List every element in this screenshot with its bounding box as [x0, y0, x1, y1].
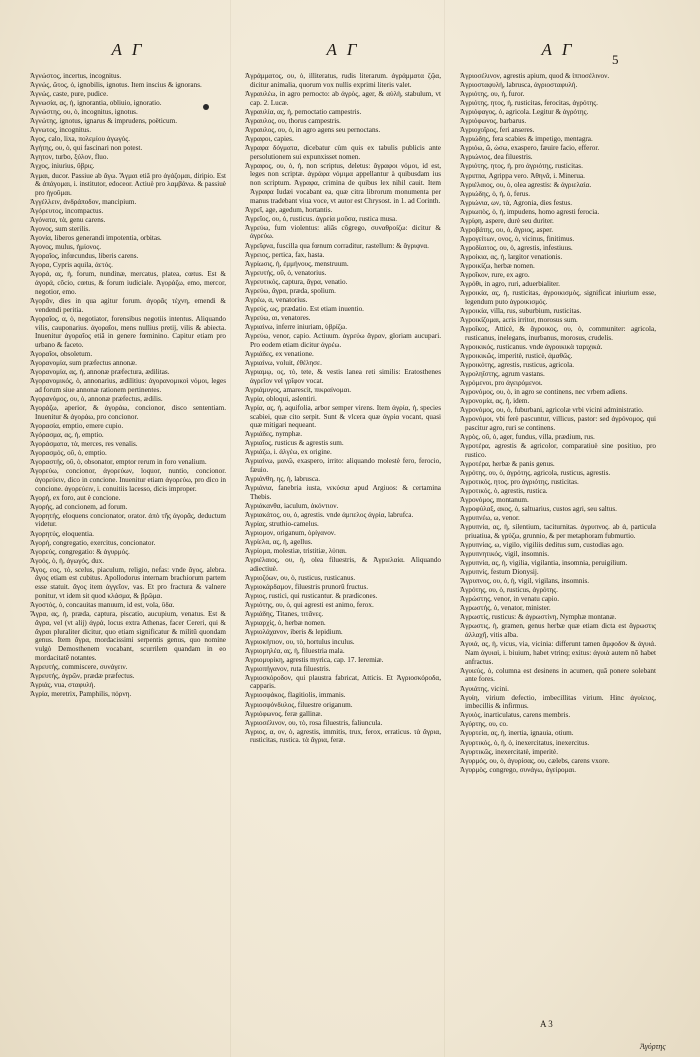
dictionary-entry: Ἀγριοσταφυλή, labrusca, ἀγριοσταφυλή.	[460, 81, 578, 90]
dictionary-entry: Ἀγρογείτων, ονος, ὁ, vicinus, finitimus.	[460, 234, 575, 243]
dictionary-entry: Ἀγυιά, ας, ἡ, vicus, via, vicinia: differunt tamen ἄμφοδον & ἀγυιά. Nam ἀγυιαὶ, i. biuium, habet vtrinq; exitus: ἀγυιὰ autem nō habet anfractus.	[460, 640, 656, 666]
dictionary-entry: Ἀγριαίνω, μανῶ, exaspero, irrito: aliquando molestè fero, ferocio, fæuio.	[245, 457, 441, 475]
dictionary-entry: Ἀγνώστης, ου, ὁ, incognitus, ignotus.	[30, 108, 138, 117]
dictionary-entry: Ἄγρα, ας, ἡ, præda, captura, piscatio, aucupium, venatus. Est & ἄγρα, vel (vt alij) ἀγρά, locus extra Athenas, facer Cereri, qui & ἄγραι pluraliter dicitur, quo etiam significatur & militū quondam genus. Item ἄγρα, mordacissimi serpentis genus, quo nomine vulgò Demosthenem vocabant, scurrilem quandam in eo mordacitatē notantes.	[30, 610, 226, 662]
dictionary-entry: Ἀγραφα δόγματα, dicebatur cùm quis ex tabulis publicis ante persolutionem sui expunxisset nomen.	[245, 143, 441, 161]
dictionary-entry: Ἀγροτέρα, agrestis & agricolor, comparatiuè sine positiuo, pro rustico.	[460, 442, 656, 459]
dictionary-entry: Ἀγοστός, ὁ, concauitas manuum, id est, vola, ὕδα.	[30, 601, 175, 610]
dictionary-entry: Ἀγυρτικῶς, inexercitatè, imperitè.	[460, 747, 558, 756]
dictionary-entry: Ἀγρότης, ου, ὁ, rusticus, ἀγρότης.	[460, 586, 558, 595]
dictionary-entry: Ἀγρία, obloqui, aslentiri.	[245, 394, 317, 403]
dictionary-entry: Ἀγροτέρα, herbæ & panis genus.	[460, 459, 555, 468]
dictionary-entry: Ἀγορής, ad concionem, ad forum.	[30, 502, 128, 511]
dictionary-entry: Ἀγρὸς, οῦ, ὁ, ager, fundus, villa, prædium, rus.	[460, 432, 595, 441]
dictionary-entry: Ἀγοραῖος, infœcundus, liberis carens.	[30, 252, 139, 261]
dictionary-entry: Ἀγροίκια, ας, ἡ, largitor venationis.	[460, 252, 563, 261]
dictionary-entry: Ἀγριολάχανον, iberis & lepidium.	[245, 628, 343, 637]
dictionary-entry: Ἀγριόφωνος, feræ gallinæ.	[245, 709, 323, 718]
dictionary-entry: Ἀγριομυρίκη, agrestis myrica, cap. 17. Ieremiæ.	[245, 655, 384, 664]
dictionary-column-right	[460, 72, 656, 775]
dictionary-entry: Ἀγριάνθη, ης, ἡ, labrusca.	[245, 475, 320, 484]
dictionary-entry: Ἀγριοσκόροδον, qui plaustra fabricat, Atticis. Et Ἀγριοσκόροδα, capparis.	[245, 673, 441, 691]
signature-mark: A 3	[540, 1019, 553, 1029]
dictionary-entry: Ἀγρονόμος, montanum.	[460, 496, 529, 505]
page-number: 5	[612, 52, 619, 67]
dictionary-entry: Ἀγόρασμα, ας, ἡ, emptio.	[30, 430, 104, 439]
dictionary-entry: Ἀγρονόμος, ου, ὁ, in agro se continens, nec vrbem adiens.	[460, 388, 628, 397]
dictionary-entry: Ἀγορασμός, οῦ, ὁ, emptio.	[30, 449, 107, 457]
dictionary-entry: Ἀγρυπνίς, festum Dionysij.	[460, 568, 539, 577]
dictionary-entry: Ἀγριωπὸς, ὁ, ἡ, impudens, homo agresti ferocia.	[460, 207, 600, 216]
dictionary-entry: Ἀγρία, ας, ἡ, aquifolia, arbor semper virens. Item ἀγρία, ἡ, species scabiei, quæ cito serpit. Sunt & vlcera quæ ἀγρία vocant, quasi quæ mitigari nequeant.	[245, 403, 441, 430]
dictionary-entry: Ἀγριόφωνος, barbarus.	[460, 117, 527, 126]
dictionary-entry: Ἀγριάνια, fanebria iusta, νεκύσια apud Argiuos: & certamina Thebis.	[245, 484, 441, 502]
dictionary-entry: Ἀγριομον, origanum, ὀρίγανον.	[245, 529, 336, 538]
dictionary-entry: Ἀγροικίζω, herbæ nomen.	[460, 261, 535, 270]
dictionary-entry: Ἀγορα, Cypris aquila, ἀετός.	[30, 261, 113, 270]
dictionary-entry: Ἀγρεῖφνα, fuscilla qua fœnum corraditur, rastellum: & ἄγριφνα.	[245, 241, 429, 250]
dictionary-entry: Ἀγοός, ὁ, ἡ, ἀγωγός, dux.	[30, 556, 104, 565]
dictionary-entry: Ἀγράμματος, ου, ὁ, illiteratus, rudis literarum. ἀγράμματα ζῷα, dicitur animalia, quorum vox nullis exprimi literis valet.	[245, 72, 441, 89]
dictionary-entry: Ἀγροφύλαξ, ακος, ὁ, saltuarius, custos agri, seu saltus.	[460, 505, 617, 514]
catchword: Ἀγύρτης	[640, 1042, 666, 1051]
dictionary-entry: Ἀγοραστής, οῦ, ὁ, obsonator, emptor rerum in foro venalium.	[30, 458, 207, 467]
dictionary-entry: Ἀγνώτης, ignotus, ignarus & imprudens, poëticum.	[30, 117, 178, 126]
dictionary-entry: Ἀγριοσφάκος, flagitiolis, immanis.	[245, 691, 346, 700]
dictionary-entry: Ἀγροληΐστης, agrum vastans.	[460, 369, 545, 378]
dictionary-entry: Ἀγονία, liberos generandi impotentia, orbitas.	[30, 234, 162, 243]
dictionary-entry: Ἀγριοχοῖρος, feri anseres.	[460, 126, 535, 135]
dictionary-entry: Ἀγρότης, ου, ὁ, ἀγρότης, agricola, rusticus, agrestis.	[460, 468, 611, 477]
dictionary-entry: Ἀγριόφαγος, ὁ, agricola. Legitur & ἀγρότης.	[460, 108, 589, 117]
dictionary-entry: Ἀγριάδης, Titanes, τιτᾶνες.	[245, 610, 324, 619]
dictionary-entry: Ἀγριάζω, i. ἀλγέω, ex origine.	[245, 448, 332, 457]
dictionary-entry: Ἀγρεύω, αι, venatores.	[245, 313, 311, 322]
column-divider	[230, 0, 231, 1057]
dictionary-entry: Ἀγνώς, ῶτος, ὁ, ignobilis, ignotus. Item inscius & ignorans.	[30, 81, 202, 90]
dictionary-entry: Ἀγροτικός, ητος, pro ἀγριότης, rusticitas.	[460, 477, 579, 486]
dictionary-entry: Ἀγριοσέλινον, agrestis apium, quod & ἱπποσέλινον.	[460, 72, 610, 80]
dictionary-entry: Ἀγραυλέω, in agro pernocto: ab ἀγρὸς, ager, & αὐλὴ, stabulum, vt cap. 2. Lucæ.	[245, 89, 441, 107]
dictionary-entry: Ἀγριοκήπιον, ου, τὸ, hortulus inculus.	[245, 637, 355, 646]
dictionary-entry: Ἀγριώνια, ων, τὰ, Agronia, dies festus.	[460, 198, 573, 207]
dictionary-entry: Ἀγριακάτος, ου, ὁ, agrestis. vnde ἀμπελος ἀγρία, labrufca.	[245, 511, 414, 520]
dictionary-entry: Ἀγριοκάρδαμον, filuestris prunorū fructus.	[245, 583, 369, 592]
dictionary-entry: Ἀγρυπνίας, ω, vigilo, vigiliis deditus sum, custodias ago.	[460, 540, 624, 549]
dictionary-entry: Ἀγροῖκος, Atticè, & ἄγροικος, ου, ὁ, communiter: agricola, rusticanus, inelegans, inurbanus, morosus, crudelis.	[460, 325, 656, 342]
dictionary-entry: Ἄγρυπνος, ου, ὁ, ἡ, vigil, vigilans, insomnis.	[460, 577, 590, 586]
dictionary-entry: Ἀγρειος, pertica, fax, hasta.	[245, 250, 325, 259]
dictionary-entry: Ἀγοραῖος, α, ὁ, negotiator, forensibus negotiis intentus. Aliquando vilis, cauponarius. ἀγοραῖοι, mens nullius pretij, vilis & abiecta. Inuenitur ἀγοραῖος etiã in genere fœminino. Capitur etiam pro urbano & faceto.	[30, 314, 226, 350]
dictionary-entry: Ἀγριώδης, ὁ, ἡ, ὁ, ferus.	[460, 189, 531, 198]
dictionary-entry: Ἀγορή, congregatio, exercitus, concionator.	[30, 538, 156, 547]
column-header-right: Α Γ	[541, 40, 575, 59]
dictionary-entry: Ἀγροικικῶς, imperitè, rusticè, ἀμαθῶς.	[460, 351, 573, 360]
dictionary-entry: Ἀγρωστις, ἡ, gramen, genus herbæ quæ etiam dicta est ἄγρωστις ἀλλαχῆ, vitis alba.	[460, 622, 656, 640]
dictionary-entry: Ἀγρευτής, commiscere, συνάγειν.	[30, 662, 128, 671]
dictionary-entry: Ἀγριομηλέα, ας, ἡ, filuestria mala.	[245, 646, 345, 655]
column-header-middle: Α Γ	[326, 40, 360, 59]
dictionary-entry: Ἀγρωστής, ὁ, venator, minister.	[460, 604, 551, 613]
dictionary-entry: Ἀγυρτεία, ας, ἡ, inertia, ignauia, otium.	[460, 729, 574, 738]
dictionary-entry: Ἀγρέω, α, venatorius.	[245, 295, 308, 304]
dictionary-entry: Ἀγροικότης, agrestis, rusticus, agricola.	[460, 360, 575, 369]
dictionary-entry: Ἀγροτικός, ὁ, agrestis, rustica.	[460, 486, 548, 495]
dictionary-entry: Ἀγρευτής, ἀγρῶν, prædæ præfectus.	[30, 671, 135, 680]
dictionary-entry: Ἀγρεύω, ἄγρα, præda, spolium.	[245, 286, 336, 295]
dictionary-entry: Ἀγονος, sum sterilis.	[30, 225, 90, 234]
dictionary-entry: Ἀγρονόμοι, vbi ferè pascuntur, villicus, pastor: sed ἀγρόνομος, qui pascitur agro, ruri se continens.	[460, 415, 656, 432]
dictionary-entry: Ἀγριέλαιος, ου, ὁ, olea agrestis: & ἀγριελαία.	[460, 180, 592, 189]
dictionary-entry: Ἀγορᾶν, dies in qua agitur forum. ἀγορᾶς τέχνη, emendi & vendendi peritia.	[30, 296, 226, 314]
dictionary-entry: Ἀγρόθι, in agro, ruri, aduerbialiter.	[460, 280, 560, 289]
dictionary-entry: Ἀγμαι, ducor. Passiue ab ἄγω. Ἄγμαι etiã pro ἀγάζομαι, diripio. Est & ἀπάγομαι, i. institutor, edoceor. Actiuè pro λαμβάνω. & passiuè pro ἡγοῦμαι.	[30, 171, 226, 198]
dictionary-entry: Ἀγητον, turbo, ξύλον, fluo.	[30, 153, 109, 162]
dictionary-entry: Ἁγνώς, caste, pure, pudice.	[30, 90, 109, 99]
dictionary-entry: Ἀγυιὸς, inarticulatus, carens membris.	[460, 711, 571, 720]
dictionary-entry: Ἀγριότης, ου, ἡ, furor.	[460, 90, 525, 99]
dictionary-entry: Ἀγριαίνω, voluit, ἐθέλησε.	[245, 358, 322, 367]
dictionary-entry: Ἀγριαμῳ, ος, τὸ, tete, & vestis lanea reti similis: Eratosthenes ἀγρεῖον vel γρῖφον vocat.	[245, 367, 441, 385]
dictionary-entry: Ἀγνωτος, incognitus.	[30, 126, 92, 135]
dictionary-entry: Ἀγρόμενοι, pro ἀγειρόμενοι.	[460, 379, 543, 387]
dictionary-entry: Ἀγροβάτης, ου, ὁ, ἄγριος, asper.	[460, 225, 554, 234]
dictionary-entry: Ἀγριάδες, ex venatione.	[245, 349, 314, 358]
dictionary-entry: Ἀγραυλία, ας, ἡ, pernoctatio campestris.	[245, 107, 362, 116]
dictionary-entry: Ἀγροικία, villa, rus, suburbium, rusticitas.	[460, 306, 582, 315]
dictionary-entry: Ἀγονος, mulus, ἡμίονος.	[30, 243, 102, 252]
dictionary-entry: Ἀγρίελα, ας, ἡ, agellus.	[245, 538, 313, 547]
dictionary-entry: Ἀγορεύω, concionor, ἀγορεύων, loquor, nuntio, concionor. ἀγορεύειν, dico in concione. Inuenitur etiam ἀγορεύω, pro dico in concione. ἀγορεύειν, i. conuitiis lacesso, dicis improper.	[30, 467, 226, 493]
dictionary-entry: Ἀγρυπνέω, ω, venor.	[460, 514, 520, 523]
dictionary-entry: Ἀγορανομία, sum præfectus annonæ.	[30, 359, 137, 368]
dictionary-entry: Ἀγρίας, struthio-camelus.	[245, 520, 319, 529]
dictionary-entry: Ἀγορητής, eloquens concionator, orator. ἀπὸ τῆς ἀγορᾶς, deductum videtur.	[30, 511, 226, 529]
dictionary-entry: Ἀγορεύς, congregatio: & ἀγυρμός.	[30, 547, 130, 556]
dictionary-entry: Ἀγραυλος, ου, ὁ, in agro agens seu pernoctans.	[245, 125, 381, 134]
dictionary-entry: Ἀγραυλος, ου, thorus campestris.	[245, 116, 341, 125]
dictionary-entry: Ἀγνωσία, ας, ἡ, ignorantia, obliuio, ignoratio.	[30, 99, 162, 108]
dictionary-entry: Ἀγριότης, ητος, ἡ, pro ἀγριότης, rusticitas.	[460, 162, 583, 171]
dictionary-entry: Ἄγος, εος, τὸ, scelus, piaculum, religio, nefas: vnde ἄγος, alebra. ἄγος etiam est cubitus. Apollodorus internam brachiorum partem esse statuit. ἄγος item ἀγγεῖον, vas. Et pro fractura & valnere ponitur, vt idem sit quod κλάσμα, & βρῶμα.	[30, 565, 226, 600]
dictionary-entry: Ἀγριος, rustici, qui rusticantur. & prædicones.	[245, 592, 378, 601]
dictionary-entry: Ἀγορανόμος, ου, ὁ, annonæ præfectus, ædilis.	[30, 395, 163, 404]
dictionary-entry: Ἀγριώδης, fera scabies & impetigo, mentagra.	[460, 135, 593, 144]
dictionary-entry: Ἀγριππα, Agrippa vero. Ἀθηνᾶ, i. Minerua.	[460, 171, 585, 180]
dictionary-entry: Ἀγριοσέλινον, ου, τὸ, rosa filuestris, faliuncula.	[245, 718, 383, 727]
dictionary-entry: Ἀγρευτής, οῦ, ὁ, venatorius.	[245, 268, 327, 277]
dictionary-entry: Ἀγγέλλειν, ἀνδράποδον, mancipium.	[30, 198, 137, 207]
dictionary-entry: Ἀγυιεὺς, ὁ, columna est desinens in acumen, quā ponere solebant ante fores.	[460, 666, 656, 684]
dictionary-entry: Ἀγρία, meretrix, Pamphilis, πόρνη.	[30, 690, 132, 698]
dictionary-entry: Ἀγόρευτος, incompactus.	[30, 207, 104, 216]
dictionary-entry: Ἀγραφος, ου, ὁ, ἡ, non scriptus, deletus: ἄγραφοι νόμοι, id est, leges non scriptæ. ἀγράφα νόμιμα appellantur à quibusdam ius non scriptum. Ἀγραφα, crimina de quibus lex nihil cauit. Item Ἀγραφα Iudæi vocabant ea, quæ citra librorum monumenta per manus tradebant viua voce, vt autor est Chrysost. in 1. ad Corinth.	[245, 161, 441, 205]
dictionary-entry: Ἀγριοζόων, ου, ὁ, rusticus, rusticanus.	[245, 574, 356, 583]
dictionary-entry: Ἀγριότης, ητος, ἡ, rusticitas, ferocitas, ἀγρότης.	[460, 99, 598, 108]
dictionary-entry: Ἀγριάκανθα, iaculum, ἀκόντιον.	[245, 502, 339, 511]
dictionary-entry: Ἀγριάδες, nymphæ.	[245, 430, 303, 439]
column-divider	[444, 0, 445, 1057]
dictionary-entry: Ἀγυιάτης, vicini.	[460, 684, 509, 693]
dictionary-entry: Ἀγορά, ας, ἡ, forum, nundinæ, mercatus, platea, cœtus. Est & ἀγορά, cōcio, cœtus, & forum iudiciale. Ἀγοράζω, emo, mercor, negotior, emo.	[30, 270, 226, 296]
dictionary-entry: Ἀγυρμὸς, congrego, συνάγω, ἀγείρομαι.	[460, 765, 576, 774]
dictionary-entry: Ἀγριότης, ου, ὁ, qui agresti est animo, ferox.	[245, 601, 374, 610]
dictionary-entry: Ἀγρεύω, venor, capio. Actiuum. ἀγρεύω ἄγραν, gloriam aucupari. Pro eodem etiam dicitur ἀγρέω.	[245, 331, 441, 349]
dictionary-entry: Ἀγρονόμος, ου, ὁ, fuburbani, agricolæ vrbi vicini administratio.	[460, 406, 644, 415]
dictionary-entry: Ἀγνώστος, incertus, incognitus.	[30, 72, 122, 80]
dictionary-entry: Ἀγριος, α, ον, ὁ, agrestis, immitis, trux, ferox, erraticus. τὰ ἄγρια, rusticitas, rustica. τὰ ἄγρια, feræ.	[245, 727, 441, 745]
dictionary-entry: Ἀγόνατα, τὰ, genu carens.	[30, 216, 106, 225]
dictionary-entry: Ἀγυρτικός, ὁ, ἡ, ὁ, inexercitatus, inexercitus.	[460, 738, 590, 747]
dictionary-entry: Ἀγρίωσις, ἡ, ἐμμήνους, menstruum.	[245, 259, 349, 268]
dictionary-entry: Ἀγρεύς, ως, prædatio. Est etiam inuentio.	[245, 304, 364, 313]
dictionary-entry: Ἀγριαίνω, inferre iniuriam, ὑβρίζω.	[245, 322, 348, 331]
dictionary-column-left	[30, 72, 226, 699]
dictionary-entry: Ἀγορανομικός, ὁ, annonarius, ædilitius: ἀγορανομικοὶ νόμοι, leges ad forum siue annonæ rationem pertinentes.	[30, 377, 226, 394]
dictionary-entry: Ἀγρώστης, venor, in venatu capio.	[460, 595, 560, 604]
dictionary-entry: Ἀγριοπήγανον, ruta filuestris.	[245, 664, 331, 673]
dictionary-entry: Ἀγροῖκον, rure, ex agro.	[460, 271, 530, 280]
dictionary-entry: Ἀγρυπνητικός, vigil, insomnis.	[460, 550, 549, 558]
dictionary-entry: Ἀγοράζω, aperior, & ἀγοράω, concionor, disco sententiam. Inuenitur & ἀγοράω, pro concionor.	[30, 404, 226, 421]
dictionary-entry: Ἀγριέλαιος, ου, ἡ, olea filuestris, & Ἀγριελαία. Aliquando adiectiuè.	[245, 556, 441, 574]
dictionary-entry: Ἀγχος, iniurius, ὕβρις.	[30, 162, 95, 171]
dictionary-entry: Ἀγοράσματα, τὰ, merces, res venalis.	[30, 439, 138, 448]
dictionary-entry: Ἀγήτης, ου, ὁ, qui fascinari non potest.	[30, 144, 143, 153]
dictionary-entry: Ἀγρίφη, aspere, durè seu duriter.	[460, 216, 554, 225]
dictionary-entry: Ἀγροικία, ας, ἡ, rusticitas, ἀγροικισμὸς, significat iniurium esse, legendum puto ἀγροικισμός.	[460, 289, 656, 306]
dictionary-entry: Ἀγρυπνία, ας, ἡ, silentium, taciturnitas. ἀγρυπνος. ab ἀ, particula priuatiua, & γρύζω, grunnio, & per metaphoram fubmurtio.	[460, 523, 656, 540]
dictionary-entry: Ἀγραφοι, capies.	[245, 134, 294, 143]
dictionary-entry: Ἀγρεῖ, age, agedum, hortantis.	[245, 205, 333, 214]
column-header-left: Α Γ	[111, 40, 145, 59]
dictionary-entry: Ἀγριαρχίς, ὁ, herbæ nomen.	[245, 619, 326, 628]
dictionary-entry: Ἀγοραῖοι, obsoletum.	[30, 350, 93, 359]
dictionary-entry: Ἀγριοσφόνδυλος, filuestre origanum.	[245, 700, 353, 709]
dictionary-entry: Ἀγριόω, ῶ, ώσω, exaspero, fæuire facio, efferor.	[460, 144, 600, 153]
dictionary-entry: Ἀγροικικός, rusticanus. vnde ἀγροικικὰ ταριχικὰ.	[460, 342, 603, 351]
dictionary-entry: Ἀγρυπνία, ας, ἡ, vigilia, vigilantia, insomnia, peruigilium.	[460, 559, 628, 568]
dictionary-entry: Ἀγρονομία, ας, ἡ, idem.	[460, 397, 530, 406]
dictionary-column-middle	[245, 72, 441, 745]
dictionary-entry: Ἀγρεῖος, ου, ὁ, rusticus. ἀγρεία μοῦσα, rustica musa.	[245, 214, 398, 223]
dictionary-entry: Ἀγρεύω, fum violentus: aliās cōgrego, συναθροίζω: dicitur & ἀγρεύω.	[245, 223, 441, 241]
dictionary-entry: Ἀγροικίζομαι, acris irritor, morosus sum.	[460, 315, 578, 324]
dictionary-entry: Ἀγυίη, virium defectio, imbecillitas virium. Hinc ἀγυίειος, imbecillis & infirmus.	[460, 693, 656, 711]
dictionary-entry: Ἀγυρμός, ου, ὁ, ἀγυρίσας, ου, cælebs, carens vxore.	[460, 756, 610, 765]
dictionary-entry: Ἀγριάς, vua, σταφυλή.	[30, 680, 96, 689]
dictionary-entry: Ἀγορητύς, eloquentia.	[30, 529, 94, 538]
dictionary-entry: Ἀγρευτικός, captura, ἄγρα, venatio.	[245, 277, 348, 286]
dictionary-entry: Ἀγύρτης, ου, co.	[460, 720, 508, 729]
dictionary-entry: Ἀγριώνιος, dea filuestris.	[460, 153, 533, 162]
dictionary-entry: Ἀγρωστὶς, rusticus: & ἀγρωστίνη, Nymphæ montanæ.	[460, 613, 617, 622]
dictionary-entry: Ἀγριαῖος, rusticus & agrestis sum.	[245, 439, 344, 448]
dictionary-entry: Ἀγροδίαιτος, ου, ὁ, agrestis, infestiuus.	[460, 243, 573, 252]
dictionary-entry: Ἀγορασία, emptio, emere cupio.	[30, 421, 124, 430]
dictionary-entry: Ἀγορανομία, ας, ἡ, annonæ præfectura, ædilitas.	[30, 368, 170, 377]
dictionary-entry: Ἀγορή, ex foro, aut è concione.	[30, 493, 121, 502]
dictionary-entry: Ἀγρίομα, molestiæ, tristitiæ, λύπαι.	[245, 547, 347, 556]
dictionary-entry: Ἀγος, calo, lixa, πολεμίου ἀγωγός.	[30, 135, 130, 144]
dictionary-entry: Ἀγριάμυγος, amarescit, πικραίνομαι.	[245, 385, 352, 394]
